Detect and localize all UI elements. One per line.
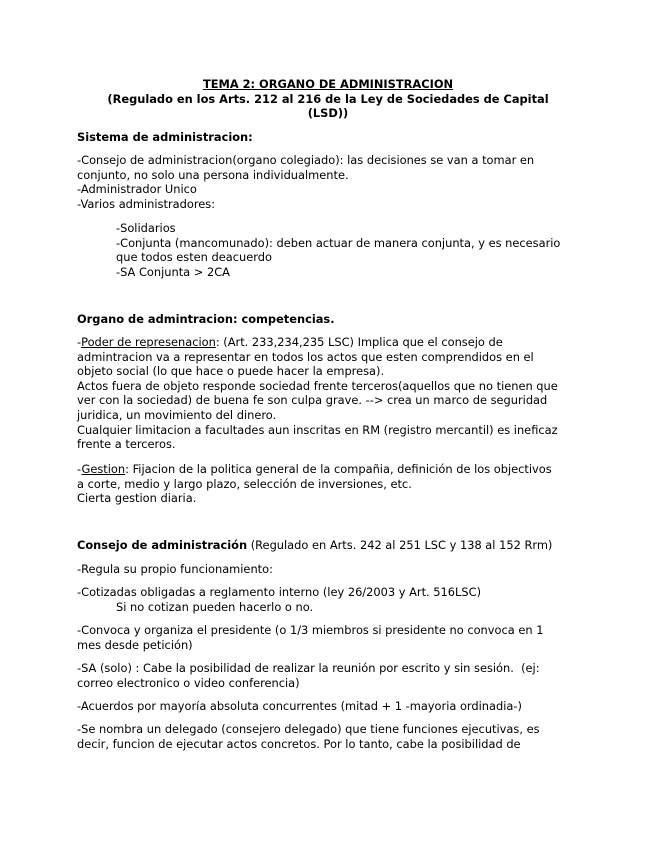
consejo-p2-line1: -Cotizadas obligadas a reglamento interno (ley 26/2003 y Art. 516LSC) — [77, 585, 482, 599]
consejo-p5: -Acuerdos por mayoría absoluta concurrentes (mitad + 1 -mayoria ordinadia-) — [77, 699, 522, 713]
document-title — [77, 77, 579, 121]
sistema-p2: -Administrador Unico — [77, 182, 197, 197]
poder-line1 — [77, 335, 579, 350]
consejo-heading: Consejo de administración — [77, 538, 248, 552]
sistema-sublist — [116, 221, 586, 279]
actos-line3: juridica, un movimiento del dinero. — [77, 407, 277, 422]
gestion-line3: Cierta gestion diaria. — [77, 491, 197, 506]
actos-line1: Actos fuera de objeto responde sociedad frente terceros(aquellos que no tienen que — [77, 378, 558, 393]
gestion-prefix: - — [77, 462, 82, 476]
limit-line2: frente a terceros. — [77, 437, 176, 452]
actos-line2: ver con la sociedad) de buena fe son culpa grave. --> crea un marco de seguridad — [77, 393, 548, 408]
gestion-line1-rest: : Fijacion de la politica general de la compañia, definición de los objectivos — [125, 462, 552, 476]
consejo-heading-line — [77, 538, 579, 553]
sistema-sub2-line1: -Conjunta (mancomunado): deben actuar de manera conjunta, y es necesario — [116, 235, 561, 250]
consejo-p6-line1: -Se nombra un delegado (consejero delegado) que tiene funciones ejecutivas, es — [77, 722, 540, 736]
sistema-paragraph — [77, 153, 579, 211]
title-line-2: (Regulado en los Arts. 212 al 216 de la Ley de Sociedades de Capital — [107, 91, 549, 106]
consejo-p2-line2: Si no cotizan pueden hacerlo o no. — [116, 599, 314, 614]
consejo-p4-line2: correo electronico o video conferencia) — [77, 675, 300, 690]
gestion-line2: a corte, medio y largo plazo, selección de inversiones, etc. — [77, 476, 412, 491]
consejo-p4-line1: -SA (solo) : Cabe la posibilidad de realizar la reunión por escrito y sin sesión. (ej: — [77, 661, 540, 675]
sistema-p1-line1: -Consejo de administracion(organo colegiado): las decisiones se van a tomar en — [77, 153, 535, 167]
poder-line3: objeto social (lo que hace o puede hacer la empresa). — [77, 364, 385, 379]
competencias-heading: Organo de admintracion: competencias. — [77, 312, 335, 326]
title-line-3: (LSD)) — [307, 106, 349, 121]
title-line-1: TEMA 2: ORGANO DE ADMINISTRACION — [202, 77, 454, 91]
sistema-heading: Sistema de administracion: — [77, 130, 253, 144]
consejo-p2 — [77, 585, 579, 614]
consejo-p3-line1: -Convoca y organiza el presidente (o 1/3 miembros si presidente no convoca en 1 — [77, 623, 544, 637]
consejo-p6 — [77, 722, 579, 751]
sistema-sub3: -SA Conjunta > 2CA — [116, 264, 230, 279]
consejo-heading-rest: (Regulado en Arts. 242 al 251 LSC y 138 al 152 Rrm) — [247, 538, 553, 552]
competencias-poder — [77, 335, 579, 452]
sistema-p1-line2: conjunto, no solo una persona individualmente. — [77, 167, 349, 182]
sistema-p3: -Varios administradores: — [77, 196, 216, 211]
consejo-p4 — [77, 661, 579, 690]
poder-prefix: - — [77, 335, 82, 349]
sistema-sub1: -Solidarios — [116, 221, 176, 235]
sistema-sub2-line2: que todos esten deacuerdo — [116, 250, 272, 265]
poder-label: Poder de represenacion — [81, 335, 216, 349]
poder-line2: admintracion va a representar en todos los actos que esten comprendidos en el — [77, 349, 534, 364]
poder-line1-rest: : (Art. 233,234,235 LSC) Implica que el consejo de — [215, 335, 503, 349]
consejo-p1: -Regula su propio funcionamiento: — [77, 562, 273, 576]
competencias-gestion — [77, 462, 579, 506]
gestion-line1 — [77, 462, 579, 477]
gestion-label: Gestion — [81, 462, 126, 476]
consejo-p3-line2: mes desde petición) — [77, 637, 193, 652]
limit-line1: Cualquier limitacion a facultades aun inscritas en RM (registro mercantil) es ineficaz — [77, 422, 558, 437]
consejo-p3 — [77, 623, 579, 652]
consejo-p6-line2: decir, funcion de ejecutar actos concretos. Por lo tanto, cabe la posibilidad de — [77, 736, 521, 751]
